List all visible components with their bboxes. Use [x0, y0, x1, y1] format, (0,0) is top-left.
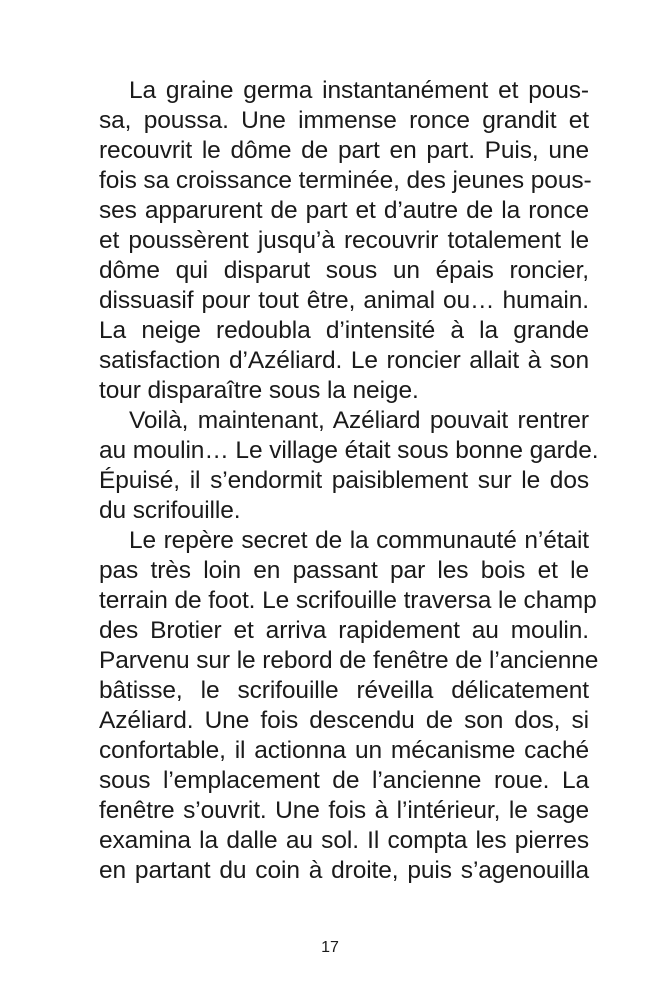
text-line: en partant du coin à droite, puis s’agenouilla: [99, 857, 589, 884]
text-line: au moulin… Le village était sous bonne garde.: [99, 437, 599, 464]
text-line: sous l’emplacement de l’ancienne roue. La: [99, 767, 589, 794]
text-line: pas très loin en passant par les bois et le: [99, 557, 589, 584]
text-line: Le repère secret de la communauté n’était: [129, 527, 589, 554]
text-line: satisfaction d’Azéliard. Le roncier allait à son: [99, 347, 589, 374]
text-line: Azéliard. Une fois descendu de son dos, si: [99, 707, 589, 734]
text-line: tour disparaître sous la neige.: [99, 377, 419, 404]
text-line: bâtisse, le scrifouille réveilla délicatement: [99, 677, 589, 704]
page-number: 17: [321, 939, 339, 956]
text-line: et poussèrent jusqu’à recouvrir totalement le: [99, 227, 589, 254]
text-line: ses apparurent de part et d’autre de la ronce: [99, 197, 589, 224]
text-line: du scrifouille.: [99, 497, 241, 524]
text-line: fenêtre s’ouvrit. Une fois à l’intérieur, le sage: [99, 797, 589, 824]
text-line: recouvrit le dôme de part en part. Puis, une: [99, 137, 589, 164]
text-line: sa, poussa. Une immense ronce grandit et: [99, 107, 589, 134]
paragraph: [99, 526, 599, 886]
text-line: Parvenu sur le rebord de fenêtre de l’ancienne: [99, 647, 599, 674]
text-line: Voilà, maintenant, Azéliard pouvait rentrer: [129, 407, 589, 434]
text-line: confortable, il actionna un mécanisme caché: [99, 737, 589, 764]
text-line: La graine germa instantanément et pous-: [129, 77, 589, 104]
text-line: des Brotier et arriva rapidement au moulin.: [99, 617, 589, 644]
paragraph: [99, 406, 599, 526]
text-line: La neige redoubla d’intensité à la grande: [99, 317, 589, 344]
paragraph: [99, 76, 592, 406]
text-line: fois sa croissance terminée, des jeunes pous-: [99, 167, 592, 194]
body-text: [99, 76, 599, 886]
text-line: examina la dalle au sol. Il compta les pierres: [99, 827, 589, 854]
text-line: dôme qui disparut sous un épais roncier,: [99, 257, 589, 284]
text-line: terrain de foot. Le scrifouille traversa le champ: [99, 587, 597, 614]
text-line: Épuisé, il s’endormit paisiblement sur le dos: [99, 467, 589, 494]
text-line: dissuasif pour tout être, animal ou… humain.: [99, 287, 589, 314]
